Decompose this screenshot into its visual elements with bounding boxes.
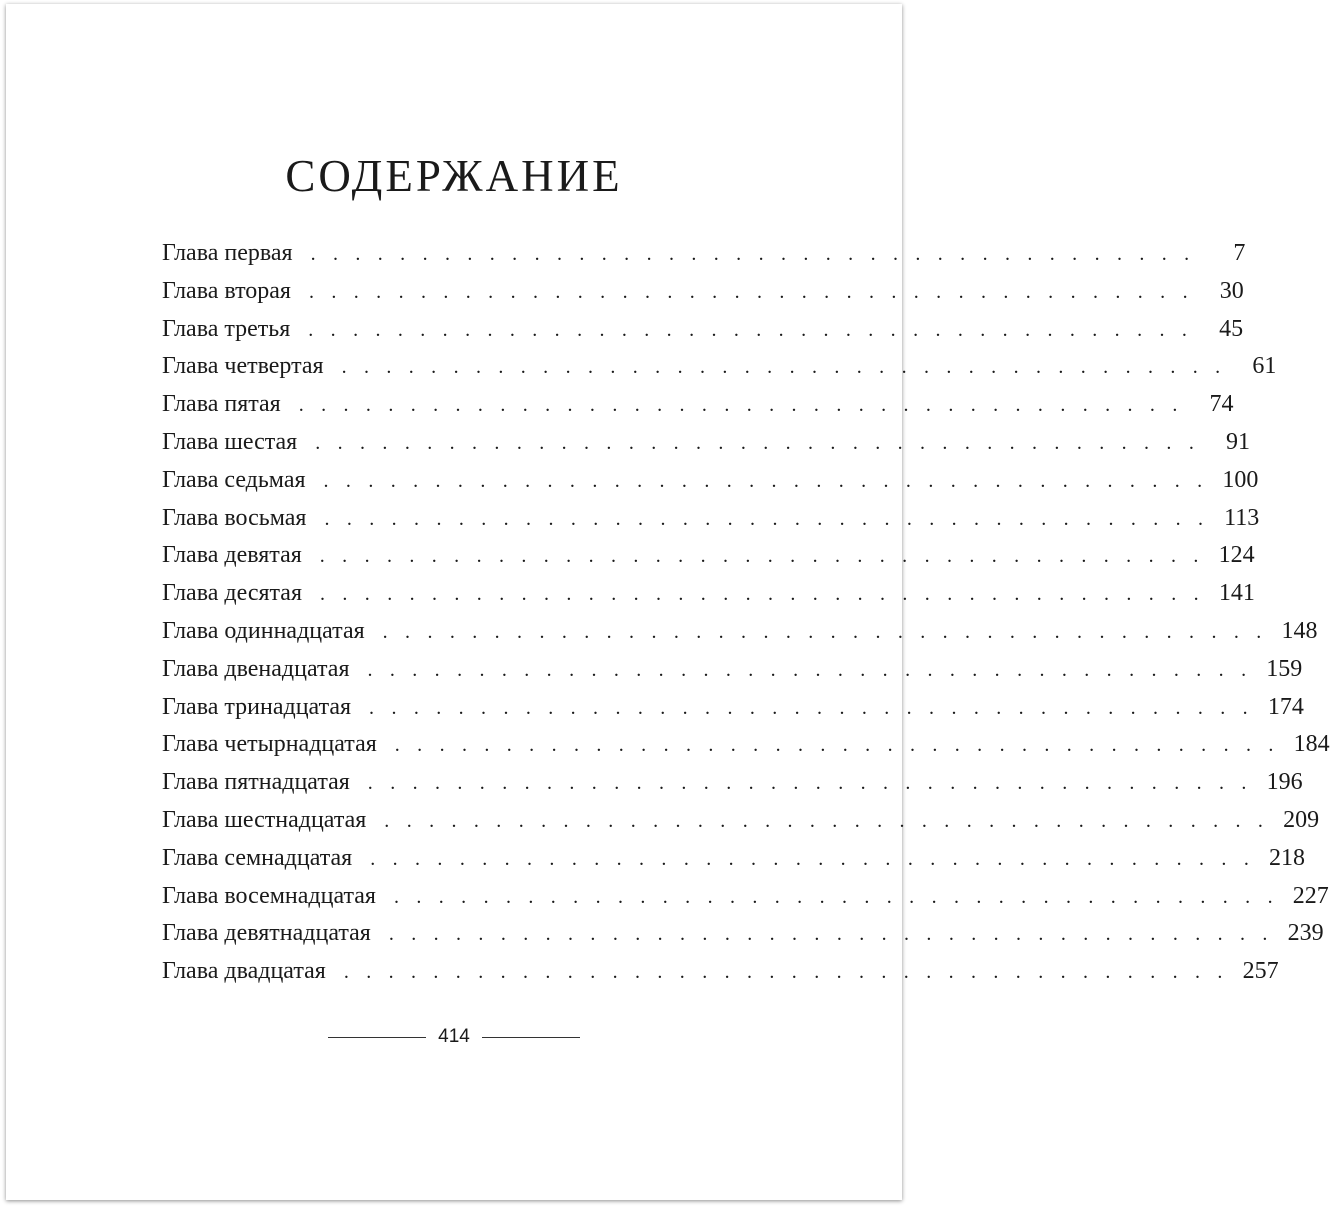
toc-entry: [162, 844, 1306, 883]
toc-entry-page: 74: [1209, 391, 1234, 418]
toc-entry-label: Глава третья: [162, 315, 291, 342]
toc-entry-page: 148: [1281, 617, 1318, 644]
table-of-contents: [162, 240, 1330, 996]
dot-leader: . . . . . . . . . . . . . . . . . . . . . . . . . . . . . . . . . . . . . . . .: [298, 394, 1184, 417]
toc-entry-page: 113: [1224, 504, 1260, 531]
toc-entry-label: Глава десятая: [162, 580, 302, 607]
page-footer: [6, 1026, 902, 1048]
toc-entry-label: Глава пятнадцатая: [162, 769, 350, 796]
toc-entry-label: Глава семнадцатая: [162, 844, 353, 871]
toc-entry-page: 141: [1218, 580, 1255, 607]
toc-entry: [162, 958, 1279, 996]
dot-leader: . . . . . . . . . . . . . . . . . . . . . . . . . . . . . . . . . . . . . . . .: [308, 318, 1194, 341]
toc-entry-page: 257: [1242, 958, 1279, 985]
toc-entry: [162, 504, 1260, 543]
toc-entry-page: 184: [1293, 731, 1330, 758]
toc-entry: [162, 315, 1244, 354]
toc-entry: [162, 920, 1324, 958]
toc-entry: [162, 655, 1303, 694]
dot-leader: . . . . . . . . . . . . . . . . . . . . . . . . . . . . . . . . . . . . . . . .: [343, 961, 1229, 984]
dot-leader: . . . . . . . . . . . . . . . . . . . . . . . . . . . . . . . . . . . . . . . .: [308, 280, 1194, 303]
toc-entry-page: 227: [1292, 882, 1329, 909]
toc-entry-label: Глава шестнадцатая: [162, 806, 367, 833]
dot-leader: . . . . . . . . . . . . . . . . . . . . . . . . . . . . . . . . . . . . . . . .: [369, 696, 1254, 719]
toc-entry-label: Глава седьмая: [162, 466, 306, 493]
dot-leader: . . . . . . . . . . . . . . . . . . . . . . . . . . . . . . . . . . . . . . . .: [393, 885, 1279, 908]
toc-entry-label: Глава двенадцатая: [162, 655, 350, 682]
toc-entry-label: Глава четвертая: [162, 353, 324, 380]
toc-entry: [162, 617, 1318, 656]
toc-entry-page: 91: [1226, 428, 1251, 455]
toc-entry-label: Глава тринадцатая: [162, 693, 352, 720]
toc-entry: [162, 277, 1244, 316]
toc-entry-label: Глава восьмая: [162, 504, 307, 531]
toc-entry-page: 124: [1218, 542, 1255, 569]
footer-rule-right: [482, 1037, 580, 1038]
dot-leader: . . . . . . . . . . . . . . . . . . . . . . . . . . . . . . . . . . . . . . . .: [370, 847, 1256, 870]
dot-leader: . . . . . . . . . . . . . . . . . . . . . . . . . . . . . . . . . . . . . . . .: [367, 658, 1253, 681]
toc-entry-page: 239: [1287, 920, 1324, 947]
toc-entry-page: 7: [1233, 240, 1246, 266]
toc-entry-page: 45: [1219, 315, 1244, 342]
toc-entry-page: 218: [1269, 844, 1306, 871]
toc-entry-label: Глава девятая: [162, 542, 302, 569]
toc-entry-label: Глава четырнадцатая: [162, 731, 377, 758]
toc-entry-page: 159: [1266, 655, 1303, 682]
dot-leader: . . . . . . . . . . . . . . . . . . . . . . . . . . . . . . . . . . . . . . . .: [323, 469, 1209, 492]
footer-rule-left: [328, 1037, 426, 1038]
toc-entry-page: 196: [1266, 769, 1303, 796]
toc-entry-page: 209: [1283, 806, 1320, 833]
page-number: 414: [438, 1026, 470, 1047]
toc-entry-label: Глава первая: [162, 240, 293, 266]
dot-leader: . . . . . . . . . . . . . . . . . . . . . . . . . . . . . . . . . . . . . . . .: [382, 620, 1268, 643]
dot-leader: . . . . . . . . . . . . . . . . . . . . . . . . . . . . . . . . . . . . . . . .: [388, 923, 1274, 946]
dot-leader: . . . . . . . . . . . . . . . . . . . . . . . . . . . . . . . . . . . . . . . .: [315, 431, 1201, 454]
toc-entry: [162, 882, 1329, 921]
toc-entry: [162, 428, 1251, 467]
toc-entry-page: 61: [1252, 353, 1277, 380]
dot-leader: . . . . . . . . . . . . . . . . . . . . . . . . . . . . . . . . . . . . . . . .: [319, 545, 1205, 568]
toc-entry-label: Глава пятая: [162, 391, 281, 418]
toc-entry-label: Глава вторая: [162, 277, 291, 304]
toc-entry: [162, 769, 1303, 807]
toc-entry: [162, 240, 1246, 278]
toc-entry-label: Глава двадцатая: [162, 958, 326, 985]
toc-entry-label: Глава одиннадцатая: [162, 617, 365, 644]
toc-entry: [162, 466, 1259, 505]
toc-entry: [162, 693, 1304, 732]
dot-leader: . . . . . . . . . . . . . . . . . . . . . . . . . . . . . . . . . . . . . . . .: [320, 583, 1205, 606]
toc-entry-page: 100: [1222, 466, 1259, 493]
toc-entry-label: Глава шестая: [162, 428, 298, 455]
dot-leader: . . . . . . . . . . . . . . . . . . . . . . . . . . . . . . . . . . . . . . . .: [394, 734, 1280, 757]
toc-entry: [162, 580, 1255, 618]
dot-leader: . . . . . . . . . . . . . . . . . . . . . . . . . . . . . . . . . . . . . . . .: [367, 772, 1253, 795]
toc-entry-page: 30: [1219, 277, 1244, 304]
toc-entry: [162, 806, 1320, 845]
toc-entry-label: Глава восемнадцатая: [162, 882, 376, 909]
toc-entry: [162, 353, 1277, 391]
page-title: СОДЕРЖАНИЕ: [285, 151, 623, 201]
toc-entry-page: 174: [1267, 693, 1304, 720]
dot-leader: . . . . . . . . . . . . . . . . . . . . . . . . . . . . . . . . . . . . . . . .: [384, 809, 1270, 832]
dot-leader: . . . . . . . . . . . . . . . . . . . . . . . . . . . . . . . . . . . . . . . .: [324, 507, 1210, 530]
toc-entry: [162, 542, 1255, 580]
toc-entry: [162, 391, 1234, 429]
toc-entry-label: Глава девятнадцатая: [162, 920, 371, 947]
dot-leader: . . . . . . . . . . . . . . . . . . . . . . . . . . . . . . . . . . . . . . . .: [310, 243, 1196, 265]
dot-leader: . . . . . . . . . . . . . . . . . . . . . . . . . . . . . . . . . . . . . . . .: [341, 356, 1227, 379]
toc-entry: [162, 731, 1330, 769]
book-page: [6, 4, 1330, 1200]
